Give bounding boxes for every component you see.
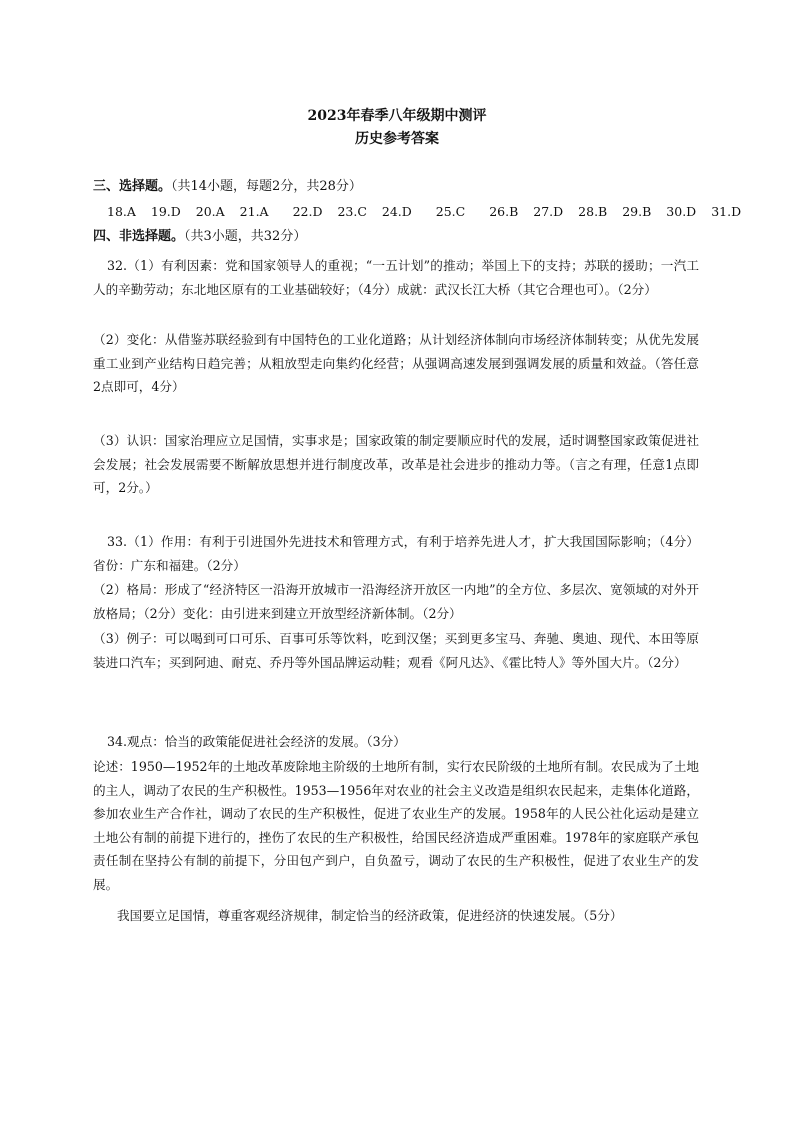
section-choice-title: 三、选择题。 [93, 179, 172, 194]
choice-answer: 27.D [533, 204, 564, 219]
choice-answer: 29.B [622, 204, 652, 219]
choice-answer: 26.B [489, 204, 519, 219]
q33-part3: （3）例子：可以喝到可口可乐、百事可乐等饮料，吃到汉堡；买到更多宝马、奔驰、奥迪、现代、本田等原装进口汽车；买到阿迪、耐克、乔丹等外国品牌运动鞋；观看《阿凡达》、《霍比特人》等外国大片。（2分） [93, 631, 699, 670]
choice-answer: 19.D [150, 204, 181, 219]
choice-answer: 21.A [239, 204, 269, 219]
choice-answer-list [107, 203, 741, 221]
q33-part1: 33.（1）作用：有利于引进国外先进技术和管理方式，有利于培养先进人才，扩大我国国际影响；（4分）省份：广东和福建。（2分） [93, 534, 699, 573]
section-nonchoice-heading [93, 228, 306, 246]
section-choice-heading [93, 178, 362, 196]
choice-answer: 23.C [337, 204, 367, 219]
q32-part2: （2）变化：从借鉴苏联经验到有中国特色的工业化道路；从计划经济体制向市场经济体制转变；从优先发展重工业到产业结构日趋完善；从粗放型走向集约化经营；从强调高速发展到强调发展的质量和效益。（答任意2点即可，4分） [93, 332, 699, 394]
section-nonchoice-title: 四、非选择题。 [93, 229, 185, 244]
choice-answer: 22.D [292, 204, 323, 219]
choice-answer: 20.A [195, 204, 225, 219]
document-subtitle: 历史参考答案 [355, 131, 439, 147]
document-title: 2023年春季八年级期中测评 [307, 108, 487, 124]
q34-argument: 论述：1950—1952年的土地改革废除地主阶级的土地所有制，实行农民阶级的土地所有制。农民成为了土地的主人，调动了农民的生产积极性。1953—1956年对农业的社会主义改造是组织农民起来，走集体化道路，参加农业生产合作社，调动了农民的生产积极性，促进了农业生产的发展。1958年的人民公社化运动是建立土地公有制的前提下进行的，挫伤了农民的生产积极性，给国民经济造成严重困难。1978年的家庭联产承包责任制在坚持公有制的前提下，分田包产到户，自负盈亏，调动了农民的生产积极性，促进了农业生产的发展。 [93, 759, 699, 892]
q32-part1: 32.（1）有利因素：党和国家领导人的重视；“一五计划”的推动；举国上下的支持；苏联的援助；一汽工人的辛勤劳动；东北地区原有的工业基础较好；（4分）成就：武汉长江大桥（其它合理也可）。（2分） [93, 258, 699, 297]
choice-answer: 28.B [578, 204, 608, 219]
choice-answer: 30.D [666, 204, 697, 219]
q32-part3: （3）认识：国家治理应立足国情，实事求是；国家政策的制定要顺应时代的发展，适时调整国家政策促进社会发展；社会发展需要不断解放思想并进行制度改革，改革是社会进步的推动力等。（言之有理，任意1点即可，2分。） [93, 433, 699, 495]
section-nonchoice-note: （共3小题，共32分） [184, 229, 307, 244]
q33-part2: （2）格局：形成了“经济特区一沿海开放城市一沿海经济开放区一内地”的全方位、多层次、宽领域的对外开放格局；（2分）变化：由引进来到建立开放型经济新体制。（2分） [93, 582, 699, 621]
choice-answer: 24.D [381, 204, 412, 219]
q34-viewpoint: 34.观点：恰当的政策能促进社会经济的发展。（3分） [107, 734, 406, 749]
choice-answer: 18.A [107, 204, 136, 219]
q34-conclusion: 我国要立足国情，尊重客观经济规律，制定恰当的经济政策，促进经济的快速发展。（5分） [117, 908, 623, 923]
choice-answer: 31.D [711, 204, 742, 219]
section-choice-note: （共14小题，每题2分，共28分） [171, 179, 362, 194]
choice-answer: 25.C [435, 204, 466, 219]
